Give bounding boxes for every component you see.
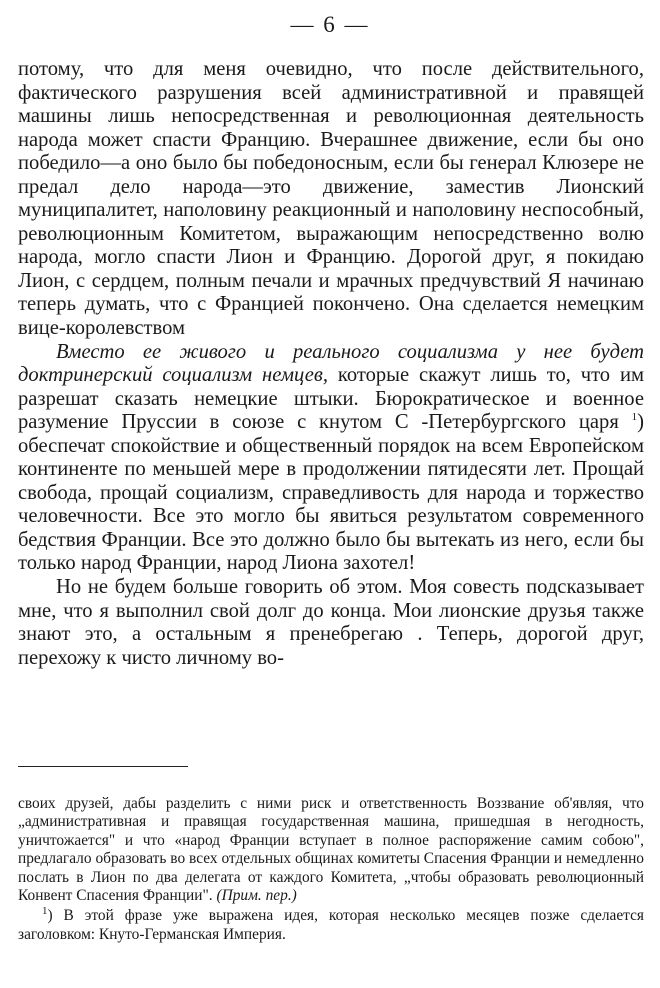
page-number: — 6 —: [290, 12, 370, 37]
footnote-divider: [18, 766, 188, 767]
footnote-1-text: ) В этой фразе уже выражена идея, которая несколько месяцев позже сделается заголовком: Кнуто-Германская Империя.: [18, 907, 644, 943]
paragraph-2: [18, 341, 644, 576]
note-continuation: [18, 795, 644, 905]
main-text: [18, 58, 644, 670]
paragraph-2-text-b: ) обеспечат спокойствие и общественный порядок на всем Европейском континенте по меньшей мере в продолжении пятидесяти лет. Прощай свобода, прощай социализм, справедливость для народа и торжество человечности. Все это могло бы явиться результатом современного бедствия Франции. Все это должно было бы вытекать из него, если бы только народ Франции, народ Лиона захотел!: [18, 411, 644, 575]
italic-emphasis: Вместо ее живого и реального социализма у нее будет доктринерский социализм немцев,: [18, 340, 644, 387]
footnote-marker: 1: [631, 411, 638, 424]
translator-note: (Прим. пер.): [216, 887, 297, 905]
note-continuation-text: своих друзей, дабы разделить с ними риск и ответственность Воззвание об'являя, что „административная и правящая государственная машина, пришедшая в негодность, уничтожается" и что «народ Франции вступает в полное распоряжение самим собою", предлагало образовать во всех отдельных общинах комитеты Спасения Франции и немедленно послать в Лион по два делегата от каждого Комитета, „чтобы образовать революционный Конвент Спасения Франции".: [18, 795, 644, 905]
footnote-1-marker: 1: [42, 905, 48, 918]
footnote-1: [18, 907, 644, 944]
paragraph-1: потому, что для меня очевидно, что после действительного, фактического разрушения всей административной и правящей машины лишь непосредственная и революционная деятельность народа может спасти Францию. Вчерашнее движение, если бы оно победило—а оно было бы победоносным, если бы генерал Клюзере не предал дело народа—это движение, заместив Лионский муниципалитет, наполовину реакционный и наполовину неспособный, революционным Комитетом, выражающим непосредственно волю народа, могло спасти Лион и Францию. Дорогой друг, я покидаю Лион, с сердцем, полным печали и мрачных предчувствий Я начинаю теперь думать, что с Францией покончено. Она сделается немецким вице-королевством: [18, 58, 644, 340]
footnotes: [18, 795, 644, 944]
paragraph-2-text-a: которые скажут лишь то, что им разрешат сказать немецкие штыки. Бюрократическое и военное разумение Пруссии в союзе с кнутом С -Петербургского царя: [18, 364, 644, 434]
paragraph-3: Но не будем больше говорить об этом. Моя совесть подсказывает мне, что я выполнил свой долг до конца. Мои лионские друзья также знают это, а остальным я пренебрегаю . Теперь, дорогой друг, перехожу к чисто личному во-: [18, 576, 644, 669]
